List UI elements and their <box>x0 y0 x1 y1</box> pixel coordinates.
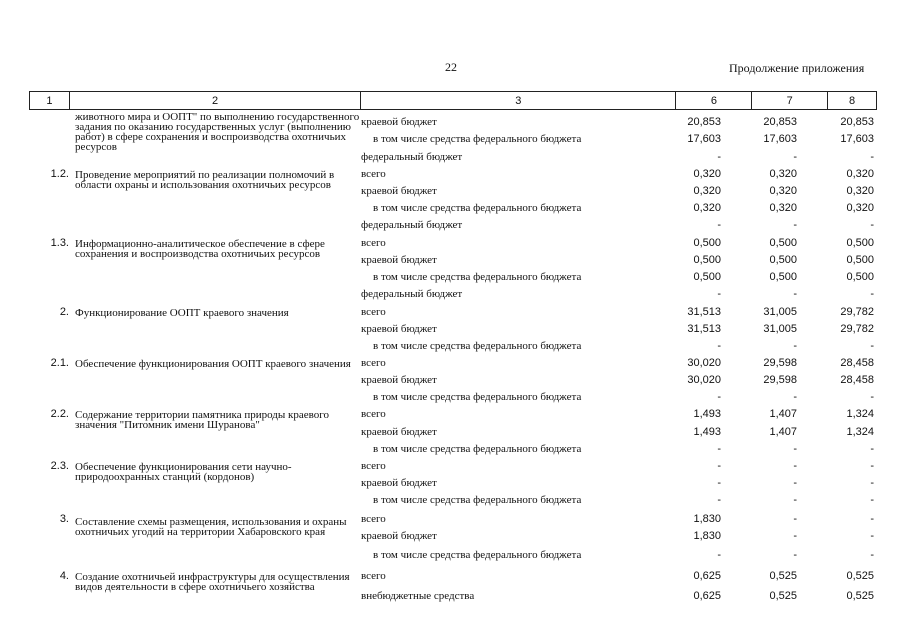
value-col-6: - <box>717 340 721 352</box>
funding-source: федеральный бюджет <box>361 151 463 163</box>
value-col-7: - <box>793 530 797 542</box>
funding-source: федеральный бюджет <box>361 288 463 300</box>
value-col-6: 1,493 <box>693 426 721 438</box>
funding-source: федеральный бюджет <box>361 219 463 231</box>
value-col-8: 17,603 <box>840 133 874 145</box>
value-col-7: 1,407 <box>769 408 797 420</box>
funding-source: краевой бюджет <box>361 116 437 128</box>
header-col-7: 7 <box>752 92 828 109</box>
value-col-7: 0,500 <box>769 237 797 249</box>
value-col-7: 29,598 <box>763 357 797 369</box>
value-col-8: 28,458 <box>840 374 874 386</box>
value-col-6: - <box>717 477 721 489</box>
value-col-6: - <box>717 219 721 231</box>
value-col-8: 0,500 <box>846 271 874 283</box>
value-col-7: - <box>793 391 797 403</box>
value-col-8: - <box>870 530 874 542</box>
funding-source: в том числе средства федерального бюджета <box>373 271 582 283</box>
value-col-8: 29,782 <box>840 323 874 335</box>
value-col-7: - <box>793 288 797 300</box>
value-col-8: - <box>870 151 874 163</box>
value-col-8: 28,458 <box>840 357 874 369</box>
value-col-6: 1,493 <box>693 408 721 420</box>
value-col-7: 29,598 <box>763 374 797 386</box>
value-col-6: 0,625 <box>693 570 721 582</box>
value-col-6: 1,830 <box>693 530 721 542</box>
value-col-7: 0,500 <box>769 254 797 266</box>
value-col-6: 30,020 <box>687 357 721 369</box>
value-col-7: 31,005 <box>763 323 797 335</box>
value-col-8: 20,853 <box>840 116 874 128</box>
value-col-7: 20,853 <box>763 116 797 128</box>
value-col-8: 0,525 <box>846 570 874 582</box>
funding-source: в том числе средства федерального бюджета <box>373 133 582 145</box>
row-number: 2.2. <box>50 408 69 420</box>
funding-source: краевой бюджет <box>361 254 437 266</box>
value-col-7: 17,603 <box>763 133 797 145</box>
funding-source: внебюджетные средства <box>361 590 475 602</box>
funding-source: всего <box>361 570 386 582</box>
row-description: Обеспечение функционирования ООПТ краевого значения <box>75 358 351 370</box>
value-col-6: - <box>717 151 721 163</box>
funding-source: всего <box>361 306 386 318</box>
value-col-6: 0,625 <box>693 590 721 602</box>
table-header <box>29 91 877 110</box>
funding-source: в том числе средства федерального бюджета <box>373 549 582 561</box>
row-number: 2.3. <box>50 460 69 472</box>
value-col-8: - <box>870 513 874 525</box>
value-col-8: 0,320 <box>846 202 874 214</box>
value-col-8: - <box>870 460 874 472</box>
row-number: 2. <box>59 306 69 318</box>
value-col-6: 0,500 <box>693 237 721 249</box>
funding-source: в том числе средства федерального бюджета <box>373 494 582 506</box>
value-col-6: - <box>717 549 721 561</box>
value-col-8: - <box>870 443 874 455</box>
funding-source: краевой бюджет <box>361 185 437 197</box>
value-col-7: - <box>793 494 797 506</box>
header-col-1: 1 <box>30 92 70 109</box>
funding-source: в том числе средства федерального бюджета <box>373 443 582 455</box>
value-col-8: 1,324 <box>846 408 874 420</box>
value-col-6: - <box>717 391 721 403</box>
value-col-7: 1,407 <box>769 426 797 438</box>
row-description: Составление схемы размещения, использования и охраны охотничьих угодий на территории Хабаровского края <box>75 516 347 538</box>
value-col-8: 0,500 <box>846 237 874 249</box>
row-number: 1.2. <box>50 168 69 180</box>
funding-source: краевой бюджет <box>361 530 437 542</box>
funding-source: в том числе средства федерального бюджета <box>373 202 582 214</box>
row-number: 2.1. <box>50 357 69 369</box>
value-col-6: 20,853 <box>687 116 721 128</box>
row-number: 1.3. <box>50 237 69 249</box>
value-col-6: - <box>717 288 721 300</box>
value-col-7: - <box>793 340 797 352</box>
value-col-8: 0,525 <box>846 590 874 602</box>
row-description: Функционирование ООПТ краевого значения <box>75 307 289 319</box>
funding-source: всего <box>361 408 386 420</box>
value-col-6: - <box>717 443 721 455</box>
funding-source: краевой бюджет <box>361 477 437 489</box>
value-col-7: - <box>793 513 797 525</box>
funding-source: всего <box>361 237 386 249</box>
value-col-7: 31,005 <box>763 306 797 318</box>
row-description: Проведение мероприятий по реализации полномочий в области охраны и использования охотничьих ресурсов <box>75 169 335 191</box>
value-col-7: 0,320 <box>769 168 797 180</box>
value-col-6: 30,020 <box>687 374 721 386</box>
value-col-7: 0,525 <box>769 590 797 602</box>
value-col-6: 0,500 <box>693 254 721 266</box>
value-col-7: - <box>793 477 797 489</box>
row-number: 3. <box>59 513 69 525</box>
value-col-6: 31,513 <box>687 323 721 335</box>
funding-source: всего <box>361 460 386 472</box>
row-number: 4. <box>59 570 69 582</box>
header-col-8: 8 <box>849 94 856 107</box>
value-col-6: 17,603 <box>687 133 721 145</box>
value-col-7: - <box>793 549 797 561</box>
value-col-7: 0,500 <box>769 271 797 283</box>
value-col-7: 0,320 <box>769 185 797 197</box>
funding-source: всего <box>361 168 386 180</box>
value-col-8: 29,782 <box>840 306 874 318</box>
value-col-6: 1,830 <box>693 513 721 525</box>
value-col-8: 0,320 <box>846 185 874 197</box>
header-col-3: 3 <box>361 92 676 109</box>
funding-source: всего <box>361 513 386 525</box>
funding-source: в том числе средства федерального бюджета <box>373 391 582 403</box>
value-col-6: 0,320 <box>693 185 721 197</box>
funding-source: краевой бюджет <box>361 426 437 438</box>
value-col-8: - <box>870 288 874 300</box>
row-description: Обеспечение функционирования сети научно-природоохранных станций (кордонов) <box>75 461 292 483</box>
row-description: Создание охотничьей инфраструктуры для осуществления видов деятельности в сфере охотничьего хозяйства <box>75 571 350 593</box>
funding-source: краевой бюджет <box>361 374 437 386</box>
funding-source: в том числе средства федерального бюджета <box>373 340 582 352</box>
value-col-7: - <box>793 151 797 163</box>
funding-source: краевой бюджет <box>361 323 437 335</box>
value-col-6: - <box>717 494 721 506</box>
value-col-8: - <box>870 340 874 352</box>
value-col-7: 0,525 <box>769 570 797 582</box>
value-col-6: 0,500 <box>693 271 721 283</box>
page-number: 22 <box>445 60 457 74</box>
value-col-8: - <box>870 477 874 489</box>
header-col-2: 2 <box>70 92 361 109</box>
row-description: Содержание территории памятника природы краевого значения "Питомник имени Шуранова" <box>75 409 329 431</box>
value-col-8: 0,320 <box>846 168 874 180</box>
value-col-8: - <box>870 494 874 506</box>
value-col-6: - <box>717 460 721 472</box>
value-col-8: - <box>870 219 874 231</box>
value-col-8: 1,324 <box>846 426 874 438</box>
value-col-6: 0,320 <box>693 202 721 214</box>
row-description: животного мира и ООПТ" по выполнению государственного задания по оказанию государственных услуг (выполнению работ) в сфере сохранения и воспроизводства охотничьих ресурсов <box>75 111 360 153</box>
value-col-8: 0,500 <box>846 254 874 266</box>
funding-source: всего <box>361 357 386 369</box>
value-col-6: 0,320 <box>693 168 721 180</box>
value-col-6: 31,513 <box>687 306 721 318</box>
continuation-label: Продолжение приложения <box>729 61 865 75</box>
value-col-7: - <box>793 443 797 455</box>
value-col-8: - <box>870 549 874 561</box>
value-col-7: - <box>793 219 797 231</box>
value-col-8: - <box>870 391 874 403</box>
value-col-7: 0,320 <box>769 202 797 214</box>
row-description: Информационно-аналитическое обеспечение в сфере сохранения и воспроизводства охотничьих ресурсов <box>75 238 325 260</box>
value-col-7: - <box>793 460 797 472</box>
header-col-6: 6 <box>676 92 752 109</box>
